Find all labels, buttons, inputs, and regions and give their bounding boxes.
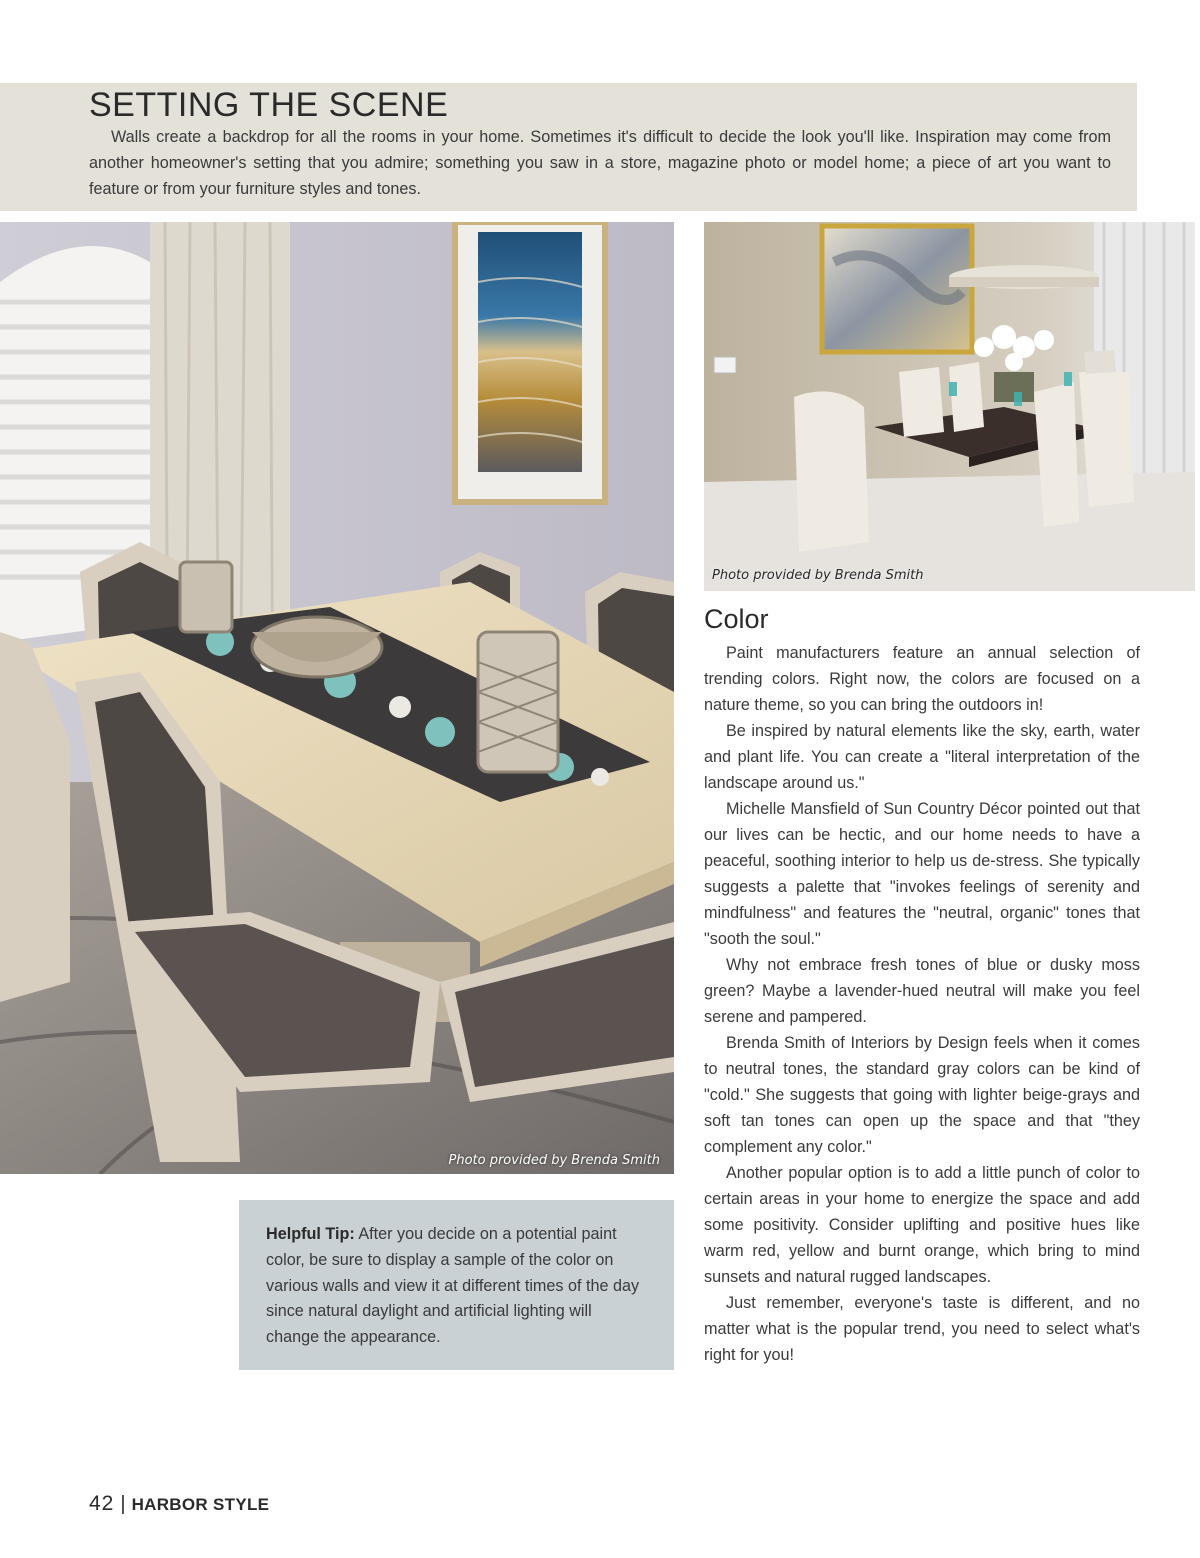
color-paragraph: Another popular option is to add a little punch of color to certain areas in your home to energize the space and add some positivity. Consider uplifting and positive hues like warm red, yellow and burnt orange, which bring to mind sunsets and natural rugged landscapes. bbox=[704, 1164, 1140, 1286]
color-paragraph: Why not embrace fresh tones of blue or dusky moss green? Maybe a lavender-hued neutral will make you feel serene and pampered. bbox=[704, 956, 1140, 1026]
color-section-body bbox=[704, 640, 1140, 1368]
page-footer bbox=[89, 1492, 269, 1516]
color-paragraph: Brenda Smith of Interiors by Design feels when it comes to neutral tones, the standard gray colors can be kind of "cold." She suggests that going with lighter beige-grays and soft tan tones can open up the space and that "they complement any color." bbox=[704, 1034, 1140, 1156]
footer-separator: | bbox=[120, 1493, 126, 1515]
dining-room-photo-left bbox=[0, 222, 674, 1174]
section-title: SETTING THE SCENE bbox=[89, 86, 449, 124]
color-paragraph: Michelle Mansfield of Sun Country Décor pointed out that our lives can be hectic, and our home needs to have a peaceful, soothing interior to help us de-stress. She typically suggests a palette that "invokes feelings of serenity and mindfulness" and features the "neutral, organic" tones that "sooth the soul." bbox=[704, 800, 1140, 948]
photo-credit-right: Photo provided by Brenda Smith bbox=[712, 568, 924, 583]
color-section-heading: Color bbox=[704, 604, 769, 634]
helpful-tip-text bbox=[266, 1222, 646, 1351]
page-number: 42 bbox=[89, 1492, 115, 1515]
helpful-tip-label: Helpful Tip: bbox=[266, 1225, 355, 1243]
publication-name: HARBOR STYLE bbox=[131, 1495, 270, 1514]
color-paragraph: Paint manufacturers feature an annual selection of trending colors. Right now, the colors are focused on a nature theme, so you can bring the outdoors in! bbox=[704, 644, 1140, 714]
section-intro: Walls create a backdrop for all the rooms in your home. Sometimes it's difficult to decide the look you'll like. Inspiration may come from another homeowner's setting that you admire; something you saw in a store, magazine photo or model home; a piece of art you want to feature or from your furniture styles and tones. bbox=[89, 128, 1111, 198]
photo-credit-left: Photo provided by Brenda Smith bbox=[448, 1153, 660, 1168]
helpful-tip-box bbox=[239, 1200, 674, 1370]
color-paragraph: Just remember, everyone's taste is different, and no matter what is the popular trend, you need to select what's right for you! bbox=[704, 1294, 1140, 1364]
dining-room-photo-right bbox=[704, 222, 1195, 591]
helpful-tip-body: After you decide on a potential paint color, be sure to display a sample of the color on various walls and view it at different times of the day since natural daylight and artificial lighting will change the appearance. bbox=[266, 1225, 640, 1347]
color-paragraph: Be inspired by natural elements like the sky, earth, water and plant life. You can create a "literal interpretation of the landscape around us." bbox=[704, 722, 1140, 792]
